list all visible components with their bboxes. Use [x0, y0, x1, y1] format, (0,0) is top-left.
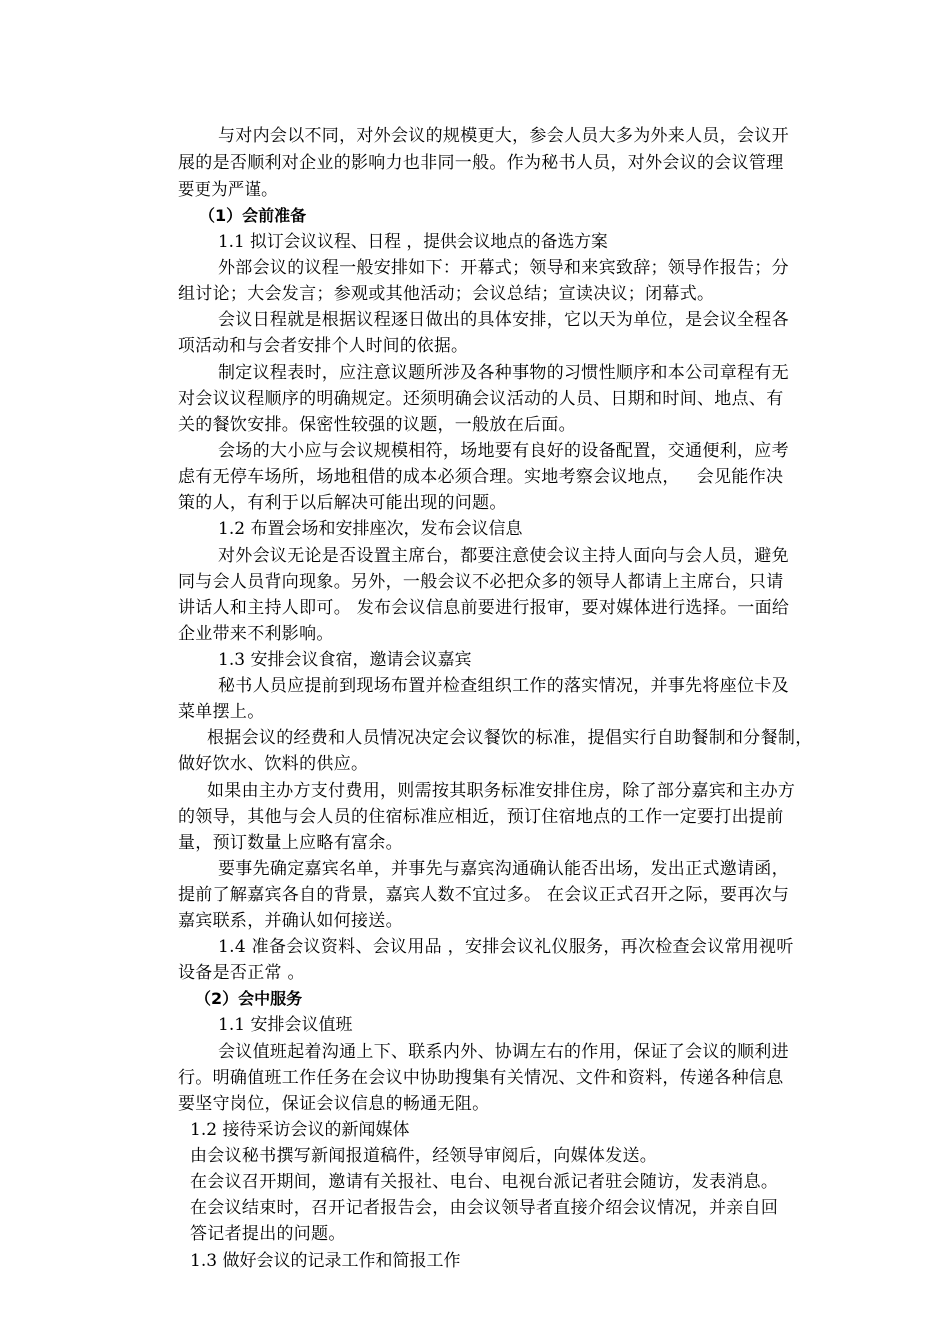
paragraph-line: 如果由主办方支付费用，则需按其职务标准安排住房，除了部分嘉宾和主办方: [207, 781, 796, 801]
paragraph-line: 量，预订数量上应略有富余。: [178, 833, 403, 853]
section-heading: （2）会中服务: [195, 989, 303, 1008]
paragraph-line: 策的人，有利于以后解决可能出现的问题。: [178, 493, 507, 513]
paragraph-line: 展的是否顺利对企业的影响力也非同一般。作为秘书人员，对外会议的会议管理: [178, 153, 784, 173]
paragraph-line: 会议值班起着沟通上下、联系内外、协调左右的作用，保证了会议的顺利进: [218, 1042, 789, 1062]
paragraph-line: 企业带来不利影响。: [178, 624, 334, 644]
subsection-heading: 1.4 准备会议资料、会议用品 ，安排会议礼仪服务，再次检查会议常用视听: [218, 937, 794, 957]
paragraph-line: 外部会议的议程一般安排如下：开幕式；领导和来宾致辞；领导作报告；分: [218, 258, 789, 278]
paragraph-line: 同与会人员背向现象。另外，一般会议不必把众多的领导人都请上主席台，只请: [178, 572, 784, 592]
paragraph-line: 提前了解嘉宾各自的背景，嘉宾人数不宜过多。 在会议正式召开之际，要再次与: [178, 885, 790, 905]
subsection-heading: 1.2 布置会场和安排座次，发布会议信息: [218, 519, 523, 539]
subsection-heading: 1.3 做好会议的记录工作和简报工作: [190, 1251, 461, 1271]
paragraph-line: 讲话人和主持人即可。 发布会议信息前要进行报审，要对媒体进行选择。一面给: [178, 598, 790, 618]
subsection-heading: 1.1 拟订会议议程、日程 ，提供会议地点的备选方案: [218, 232, 608, 252]
paragraph-line: 秘书人员应提前到现场布置并检查组织工作的落实情况，并事先将座位卡及: [218, 676, 789, 696]
paragraph-line: 在会议结束时，召开记者报告会，由会议领导者直接介绍会议情况，并亲自回: [190, 1198, 779, 1218]
paragraph-line: 关的餐饮安排。保密性较强的议题，一般放在后面。: [178, 415, 576, 435]
paragraph-line: 菜单摆上。: [178, 702, 265, 722]
paragraph-line: 对外会议无论是否设置主席台，都要注意使会议主持人面向与会人员，避免: [218, 546, 789, 566]
paragraph-line: 嘉宾联系，并确认如何接送。: [178, 911, 403, 931]
paragraph-line: 行。明确值班工作任务在会议中协助搜集有关情况、文件和资料，传递各种信息: [178, 1068, 784, 1088]
paragraph-line: 组讨论；大会发言；参观或其他活动；会议总结；宣读决议；闭幕式。: [178, 284, 715, 304]
paragraph-line: 在会议召开期间，邀请有关报社、电台、电视台派记者驻会随访，发表消息。: [190, 1172, 779, 1192]
paragraph-line: 由会议秘书撰写新闻报道稿件，经领导审阅后，向媒体发送。: [190, 1146, 658, 1166]
subsection-heading: 1.1 安排会议值班: [218, 1015, 353, 1035]
paragraph-line: 根据会议的经费和人员情况决定会议餐饮的标准，提倡实行自助餐制和分餐制，: [207, 728, 813, 748]
paragraph-line: 制定议程表时，应注意议题所涉及各种事物的习惯性顺序和本公司章程有无: [218, 363, 789, 383]
paragraph-line: 要坚守岗位，保证会议信息的畅通无阻。: [178, 1094, 490, 1114]
paragraph-line: 要更为严谨。: [178, 180, 278, 200]
paragraph-line: 做好饮水、饮料的供应。: [178, 754, 369, 774]
paragraph-line: 会议日程就是根据议程逐日做出的具体安排，它以天为单位，是会议全程各: [218, 310, 789, 330]
paragraph-line: 会场的大小应与会议规模相符，场地要有良好的设备配置，交通便利，应考: [218, 441, 789, 461]
paragraph-line: 与对内会以不同，对外会议的规模更大，参会人员大多为外来人员，会议开: [218, 126, 789, 146]
subsection-heading: 1.2 接待采访会议的新闻媒体: [190, 1120, 410, 1140]
paragraph-line: 虑有无停车场所，场地租借的成本必须合理。实地考察会议地点， 会见能作决: [178, 467, 784, 487]
paragraph-line: 项活动和与会者安排个人时间的依据。: [178, 336, 469, 356]
paragraph-line: 对会议议程顺序的明确规定。还须明确会议活动的人员、日期和时间、地点、有: [178, 389, 784, 409]
paragraph-line: 的领导，其他与会人员的住宿标准应相近，预订住宿地点的工作一定要打出提前: [178, 807, 784, 827]
section-heading: （1）会前准备: [199, 206, 307, 225]
paragraph-line: 设备是否正常 。: [178, 963, 305, 983]
subsection-heading: 1.3 安排会议食宿，邀请会议嘉宾: [218, 650, 472, 670]
paragraph-line: 答记者提出的问题。: [190, 1224, 346, 1244]
paragraph-line: 要事先确定嘉宾名单，并事先与嘉宾沟通确认能否出场，发出正式邀请函，: [218, 859, 789, 879]
